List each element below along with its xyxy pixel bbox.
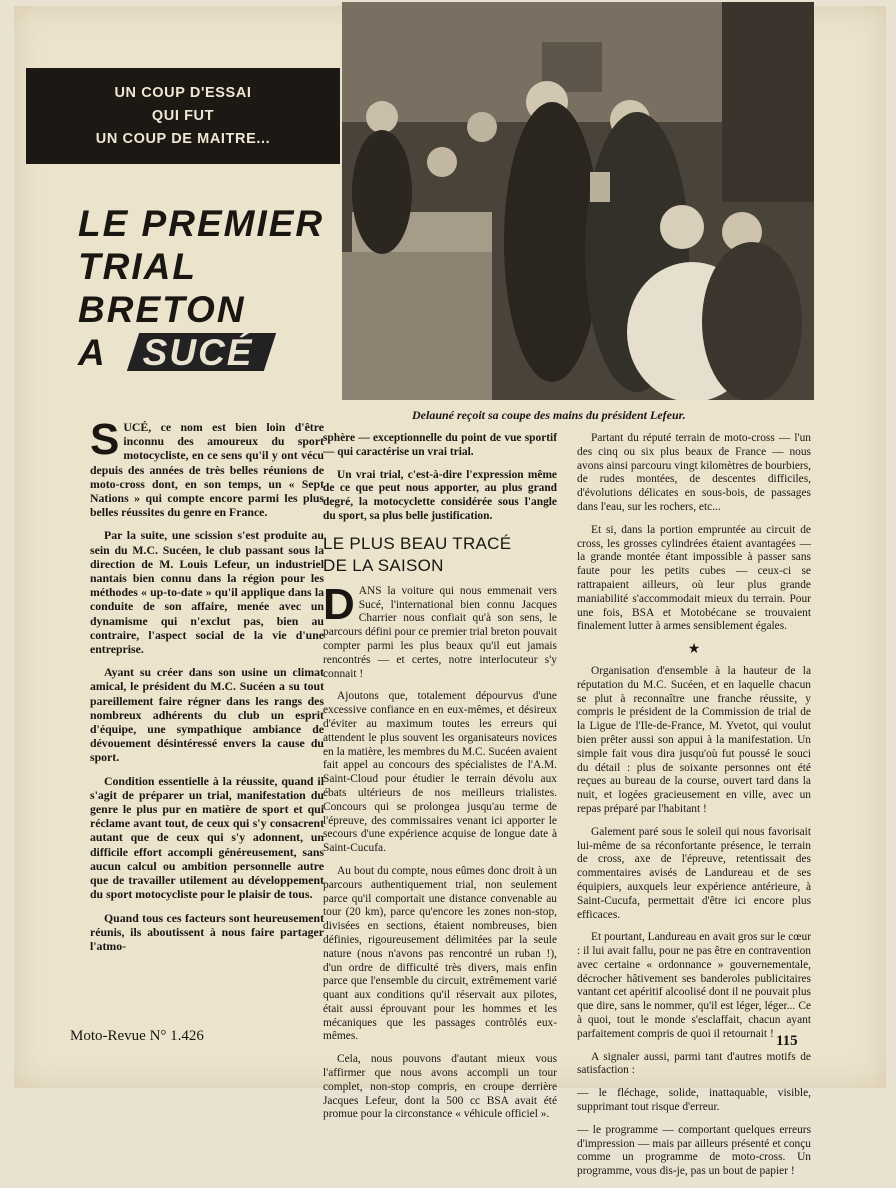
col3-paragraph-8: — le programme — comportant quelques erreurs d'impression — mais par ailleurs présenté et conçu comme un programme de moto-cross. Un programme, vous dis-je, pas un bout de papier ! — [577, 1123, 811, 1178]
col1-p1-text: UCÉ, ce nom est bien loin d'être inconnu des amoureux du sport motocycliste, en ce sens qu'il y ont vécu depuis des années de très belles réunions de moto-cross dont, en son temps, un « Sept Nations » qui compte encore parmi les plus belles réussites du genre en France. — [90, 420, 324, 520]
col1-paragraph-4: Condition essentielle à la réussite, quand il s'agit de préparer un trial, manifestation du genre le plus pur en matière de sport et qui réclame avant tout, de ceux qui s'y consacrent autant que de ceux qui s'y adonnent, un difficile effort accompli généreusement, sans aucun calcul ou ambition personnelle autre que de travailler utilement au développement du sport motocycliste pour le plaisir de tous. — [90, 773, 324, 902]
column-1 — [90, 415, 324, 962]
col1-paragraph-1 — [90, 415, 324, 520]
photo-illustration — [342, 2, 814, 400]
photo-caption: Delauné reçoit sa coupe des mains du président Lefeur. — [412, 408, 686, 422]
col3-paragraph-3: Organisation d'ensemble à la hauteur de la réputation du M.C. Sucéen, et en laquelle chacun se plut à reconnaître une franche réussite, y compris le président de la Commission de trial de la Ligue de l'Ile-de-France, M. Yvetot, qui voulut bien prêter aussi son appui à la manifestation. Un simple fait vous dira jusqu'où fut poussé le souci du détail : plus de soixante personnes ont été reçues au bureau de la course, ouvert tard dans la nuit, et logées gracieusement en ville, avec un repas préparé par l'habitant ! — [577, 664, 811, 815]
col2-p3-text: ANS la voiture qui nous emmenait vers Sucé, l'international bien connu Jacques Charrier nous confiait qu'à son sens, le parcours défini pour ce premier trial breton pouvait compter parmi les plus beaux qu'il eut jamais rencontrés — et certes, notre interlocuteur s'y connait ! — [323, 584, 557, 680]
col3-paragraph-5: Et pourtant, Landureau en avait gros sur le cœur : il lui avait fallu, pour ne pas être en contravention avec certaine « ordonnance » gouvernementale, décrocher hâtivement ses banderoles publicitaires vantant cet apéritif alcoolisé dont il ne pouvait plus que dire, sans le nommer, qu'il est léger, léger... Ce à quoi, tout le monde s'esclaffait, chacun ayant parfaitement compris de quoi il retournait ! — [577, 931, 811, 1040]
publication-footer: Moto-Revue N° 1.426 — [70, 1028, 204, 1044]
column-2 — [323, 432, 557, 1131]
col1-paragraph-5: Quand tous ces facteurs sont heureusement réunis, ils aboutissent à nous faire partager l'atmo- — [90, 910, 324, 953]
column-3 — [577, 432, 811, 1188]
article-title — [78, 202, 348, 374]
kicker-banner — [26, 68, 340, 164]
col1-paragraph-2: Par la suite, une scission s'est produite au sein du M.C. Sucéen, le club passant sous la direction de M. Louis Lefeur, un industriel nantais bien connu dans la région pour les méthodes « up-to-date » qu'il applique dans la conduite de son affaire, menée avec un dynamisme qui n'exclut pas, bien au contraire, l'aspect social de la vie d'une entreprise. — [90, 528, 324, 657]
star-separator: ★ — [687, 642, 701, 658]
col3-paragraph-6: A signaler aussi, parmi tant d'autres motifs de satisfaction : — [577, 1050, 811, 1077]
col2-paragraph-6: Cela, nous pouvons d'autant mieux vous l'affirmer que nous avons accompli un tour complet, non-stop compris, en croupe derrière Jacques Lefeur, dont la 500 cc BSA avait été promue pour la circonstance « véhicule officiel ». — [323, 1053, 557, 1121]
dropcap-s: S — [90, 415, 120, 464]
dropcap-d: D — [323, 579, 355, 629]
title-line-1: LE PREMIER — [78, 203, 325, 244]
page-number: 115 — [776, 1033, 798, 1049]
col2-paragraph-5: Au bout du compte, nous eûmes donc droit à un parcours authentiquement trial, non seulement parce qu'il comportait une distance convenable au tour (20 km), parce qu'encore les zones non-stop, divisées en sections, étaient nombreuses, bien définies, rigoureusement délimitées par la seule nature (nous n'avons pas rencontré un ruban !), d'un ordre de difficulté très divers, mais enfin parce que l'ensemble du circuit, extrêmement varié quant aux conditions qu'il réservait aux pilotes, était aussi éprouvant pour les hommes et les mécaniques que les passages contrôlés eux-mêmes. — [323, 864, 557, 1043]
subhead-line-1: LE PLUS BEAU TRACÉ — [323, 533, 512, 553]
kicker-line-1: UN COUP D'ESSAI — [114, 85, 252, 101]
col3-paragraph-2: Et si, dans la portion empruntée au circuit de cross, les grosses cylindrées étaient avantagées — la grande montée étant impossible à passer sans faute pour les petits cubes — ceux-ci se rattrapaient ailleurs, où leur plus grande maniabilité s'accommodait mieux du terrain. Pour une fois, BSA et Motobécane se trouvaient finalement lutter à armes sensiblement égales. — [577, 523, 811, 633]
col2-paragraph-1: sphère — exceptionnelle du point de vue sportif — qui caractérise un vrai trial. — [323, 432, 557, 458]
title-word-a: A — [78, 332, 107, 373]
subhead-line-2: DE LA SAISON — [323, 555, 444, 575]
col1-paragraph-3: Ayant su créer dans son usine un climat amical, le président du M.C. Sucéen a su tout pareillement faire régner dans les rangs des nombreux adhérents du club un esprit d'équipe, une sympathique ambiance de dévouement désintéressé envers la cause du sport. — [90, 665, 324, 765]
title-word-suce: SUCÉ — [142, 332, 254, 373]
section-subhead — [323, 533, 557, 577]
title-line-3: BRETON — [78, 289, 246, 330]
kicker-line-3: UN COUP DE MAITRE... — [95, 131, 271, 147]
col3-paragraph-1: Partant du réputé terrain de moto-cross — l'un des cinq ou six plus beaux de France — nous avons ainsi parcouru vingt kilomètres de bourbiers, de rudes montées, de descentes difficiles, d'évolutions délicates en sous-bois, de passages dans l'eau, sur les rochers, etc... — [577, 432, 811, 513]
col3-paragraph-7: — le fléchage, solide, inattaquable, visible, supprimant tout risque d'erreur. — [577, 1087, 811, 1114]
col2-paragraph-4: Ajoutons que, totalement dépourvus d'une excessive confiance en en eux-mêmes, et désireux d'éviter au maximum toutes les erreurs qui attendent le plus souvent les organisateurs novices en la matière, les membres du M.C. Sucéen avaient fait appel au concours des spécialistes de l'A.M. Saint-Cloud pour étudier le terrain dévolu aux ébats ultérieurs de nos meilleurs trialistes. Concours qui se prolongea jusqu'au terme de l'épreuve, des commissaires venant ici apporter le secours d'une expérience acquise de longue date à Saint-Cucufa. — [323, 690, 557, 855]
kicker-line-2: QUI FUT — [151, 108, 215, 124]
article-photo — [342, 2, 814, 400]
col2-paragraph-3 — [323, 579, 557, 682]
title-suce-box — [127, 333, 276, 371]
col3-paragraph-4: Galement paré sous le soleil qui nous favorisait lui-même de sa réconfortante présence, le terrain de cross, axe de l'épreuve, retentissait des commentaires avisés de Landureau et de ses équipiers, auxquels leur expérience antérieure, à Saint-Cucufa, permettait d'être ici encore plus efficaces. — [577, 825, 811, 921]
col2-paragraph-2: Un vrai trial, c'est-à-dire l'expression même de ce que peut nous apporter, au plus grand degré, la motocyclette considérée sous l'angle du sport, sa plus belle justification. — [323, 468, 557, 522]
title-line-4 — [78, 331, 348, 374]
title-line-2: TRIAL — [78, 246, 197, 287]
